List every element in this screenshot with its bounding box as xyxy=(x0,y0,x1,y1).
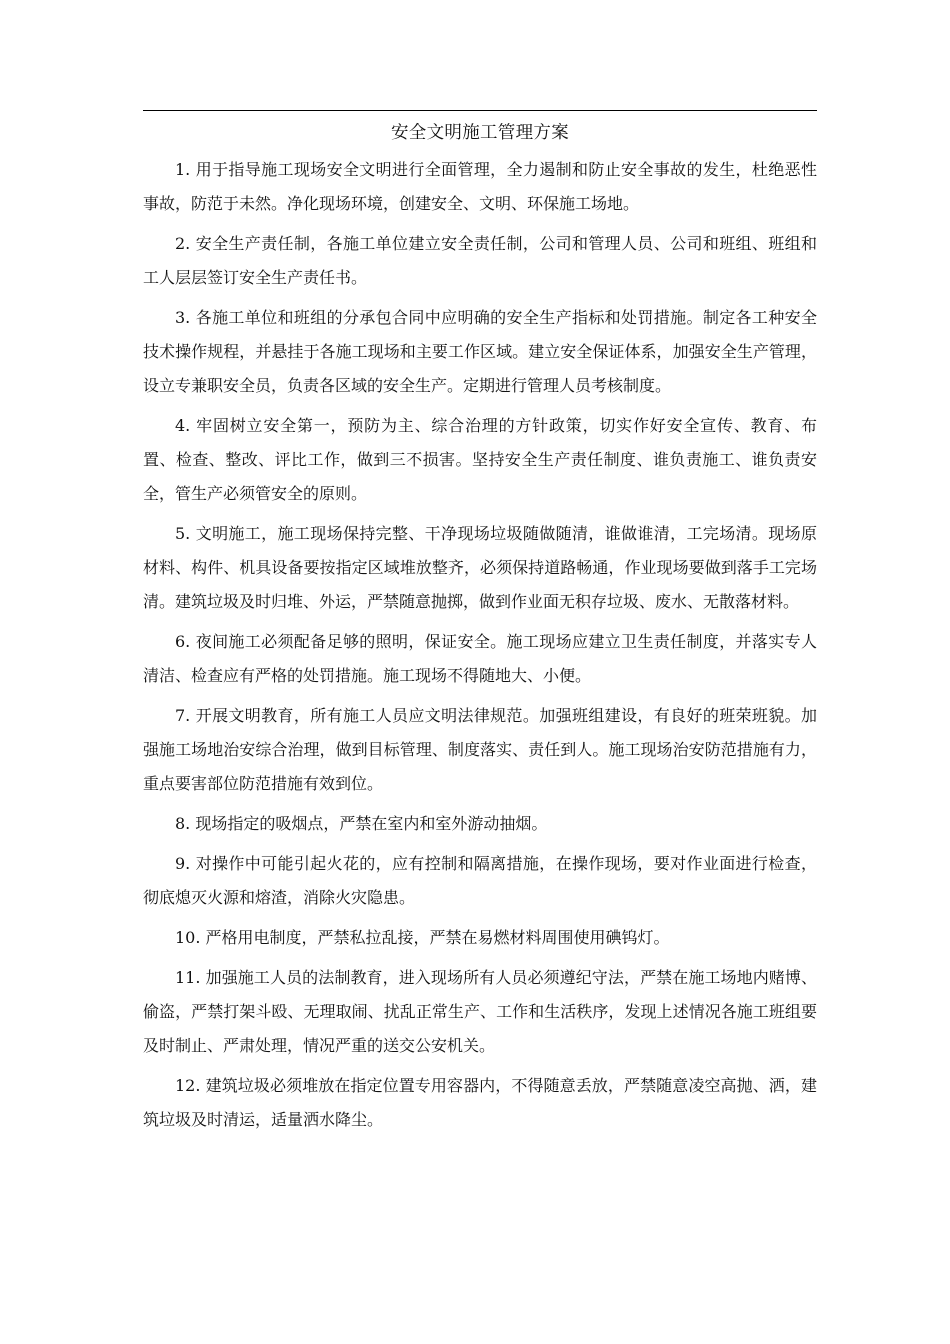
paragraph-10: 10. 严格用电制度，严禁私拉乱接，严禁在易燃材料周围使用碘钨灯。 xyxy=(175,928,670,947)
paragraph-12: 12. 建筑垃圾必须堆放在指定位置专用容器内，不得随意丢放，严禁随意凌空高抛、洒，建筑垃圾及时清运，适量洒水降尘。 xyxy=(143,1076,817,1129)
paragraph-9: 9. 对操作中可能引起火花的，应有控制和隔离措施，在操作现场，要对作业面进行检查，彻底熄灭火源和熔渣，消除火灾隐患。 xyxy=(143,854,817,907)
paragraph-1: 1. 用于指导施工现场安全文明进行全面管理，全力遏制和防止安全事故的发生，杜绝恶性事故，防范于未然。净化现场环境，创建安全、文明、环保施工场地。 xyxy=(143,160,817,213)
header-rule xyxy=(143,110,817,111)
paragraph-11: 11. 加强施工人员的法制教育，进入现场所有人员必须遵纪守法，严禁在施工场地内赌博、偷盗，严禁打架斗殴、无理取闹、扰乱正常生产、工作和生活秩序，发现上述情况各施工班组要及时制止、严肃处理，情况严重的送交公安机关。 xyxy=(143,968,817,1055)
paragraph-8: 8. 现场指定的吸烟点，严禁在室内和室外游动抽烟。 xyxy=(175,814,548,833)
paragraph-4: 4. 牢固树立安全第一，预防为主、综合治理的方针政策，切实作好安全宣传、教育、布置、检查、整改、评比工作，做到三不损害。坚持安全生产责任制度、谁负责施工、谁负责安全，管生产必须管安全的原则。 xyxy=(143,416,817,503)
document-body xyxy=(143,153,817,1137)
document-title: 安全文明施工管理方案 xyxy=(391,123,569,143)
paragraph-2: 2. 安全生产责任制，各施工单位建立安全责任制，公司和管理人员、公司和班组、班组和工人层层签订安全生产责任书。 xyxy=(143,234,817,287)
paragraph-5: 5. 文明施工，施工现场保持完整、干净现场垃圾随做随清，谁做谁清，工完场清。现场原材料、构件、机具设备要按指定区域堆放整齐，必须保持道路畅通，作业现场要做到落手工完场清。建筑垃圾及时归堆、外运，严禁随意抛掷，做到作业面无积存垃圾、废水、无散落材料。 xyxy=(143,524,817,611)
paragraph-7: 7. 开展文明教育，所有施工人员应文明法律规范。加强班组建设，有良好的班荣班貌。加强施工场地治安综合治理，做到目标管理、制度落实、责任到人。施工现场治安防范措施有力，重点要害部位防范措施有效到位。 xyxy=(143,706,817,793)
document-page xyxy=(143,110,817,1143)
paragraph-6: 6. 夜间施工必须配备足够的照明，保证安全。施工现场应建立卫生责任制度，并落实专人清洁、检查应有严格的处罚措施。施工现场不得随地大、小便。 xyxy=(143,632,817,685)
paragraph-3: 3. 各施工单位和班组的分承包合同中应明确的安全生产指标和处罚措施。制定各工种安全技术操作规程，并悬挂于各施工现场和主要工作区域。建立安全保证体系，加强安全生产管理，设立专兼职安全员，负责各区域的安全生产。定期进行管理人员考核制度。 xyxy=(143,308,817,395)
